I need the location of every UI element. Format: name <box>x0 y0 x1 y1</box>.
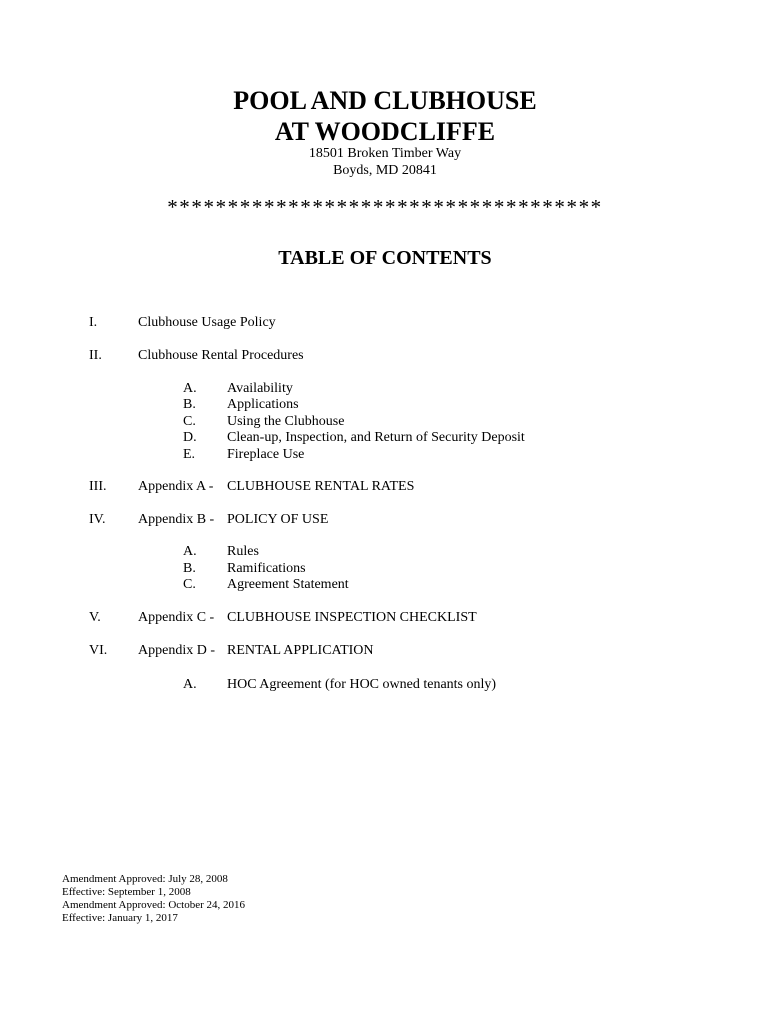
toc-section-number: II. <box>89 348 102 363</box>
toc-heading: TABLE OF CONTENTS <box>278 247 492 269</box>
toc-section-label: Appendix D - <box>138 643 215 658</box>
amendment-note: Amendment Approved: October 24, 2016 <box>62 899 245 911</box>
toc-subitem-text: Availability <box>227 381 293 396</box>
toc-subitem-letter: C. <box>183 577 196 592</box>
address-street: 18501 Broken Timber Way <box>308 146 462 161</box>
amendment-note: Amendment Approved: July 28, 2008 <box>62 873 228 885</box>
toc-subitem-text: Rules <box>227 544 259 559</box>
asterisk-separator: ************************************ <box>167 195 603 219</box>
effective-note: Effective: September 1, 2008 <box>62 886 191 898</box>
toc-section-label: Appendix C - <box>138 610 215 625</box>
toc-section-label: Clubhouse Usage Policy <box>138 315 276 330</box>
toc-appendix-title: POLICY OF USE <box>227 512 329 527</box>
toc-subitem-text: Fireplace Use <box>227 447 305 462</box>
toc-section-label: Appendix A - <box>138 479 214 494</box>
effective-note: Effective: January 1, 2017 <box>62 912 178 924</box>
toc-section-number: III. <box>89 479 107 494</box>
toc-subitem-letter: B. <box>183 397 196 412</box>
toc-section-number: VI. <box>89 643 108 658</box>
document-title-line1: POOL AND CLUBHOUSE <box>233 86 537 115</box>
toc-subitem-letter: D. <box>183 430 197 445</box>
toc-section-label: Clubhouse Rental Procedures <box>138 348 304 363</box>
toc-subitem-text: HOC Agreement (for HOC owned tenants only) <box>227 677 497 692</box>
toc-subitem-letter: A. <box>183 544 197 559</box>
toc-subitem-letter: C. <box>183 414 196 429</box>
toc-section-number: V. <box>89 610 101 625</box>
toc-subitem-letter: A. <box>183 677 197 692</box>
toc-appendix-title: CLUBHOUSE INSPECTION CHECKLIST <box>227 610 477 625</box>
toc-subitem-text: Using the Clubhouse <box>227 414 345 429</box>
toc-section-number: I. <box>89 315 98 330</box>
toc-appendix-title: CLUBHOUSE RENTAL RATES <box>227 479 415 494</box>
address-city: Boyds, MD 20841 <box>333 163 437 178</box>
toc-subitem-text: Clean-up, Inspection, and Return of Security Deposit <box>227 430 525 445</box>
toc-subitem-letter: B. <box>183 561 196 576</box>
toc-appendix-title: RENTAL APPLICATION <box>227 643 374 658</box>
toc-subitem-letter: E. <box>183 447 196 462</box>
document-title-line2: AT WOODCLIFFE <box>274 117 496 146</box>
toc-section-label: Appendix B - <box>138 512 215 527</box>
toc-subitem-letter: A. <box>183 381 197 396</box>
toc-subitem-text: Ramifications <box>227 561 306 576</box>
toc-subitem-text: Agreement Statement <box>227 577 349 592</box>
toc-section-number: IV. <box>89 512 106 527</box>
toc-subitem-text: Applications <box>227 397 299 412</box>
